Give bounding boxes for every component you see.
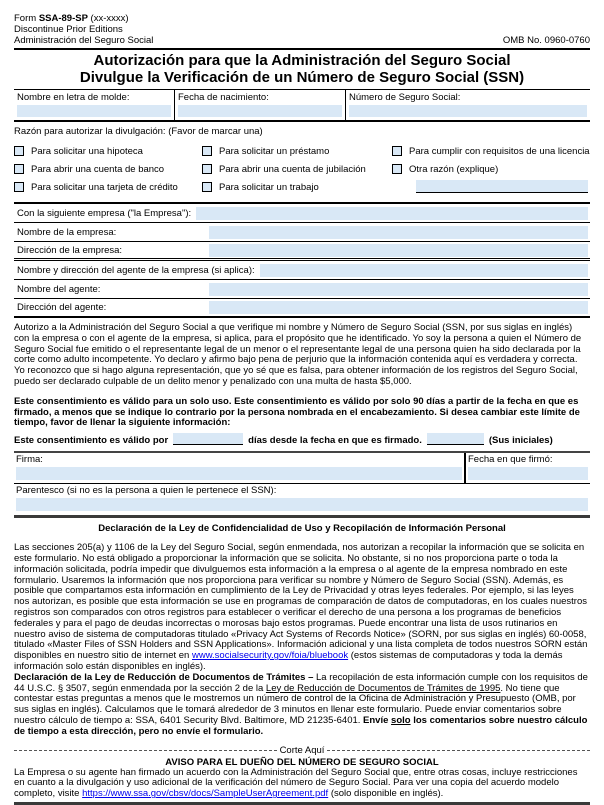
empresa-row-input[interactable] [196, 207, 588, 220]
firma-cell [14, 453, 466, 483]
cut-dash-left [14, 750, 277, 751]
notice-text-a: La Empresa o su agente han firmado un acuerdo con la Administración del Seguro Social que, entre otras cosas, incluye restricciones en cuanto a la divulgación y uso adicional de la verificación del número de Seguro Social. Para ver una copia del acuerdo modelo completo, visite [14, 766, 578, 800]
checkbox-otra-razon-label: Otra razón (explique) [409, 163, 499, 175]
checkbox-tarjeta-credito-label: Para solicitar una tarjeta de crédito [31, 181, 178, 193]
firma-label: Firma: [16, 454, 43, 466]
cut-dash-right [327, 750, 590, 751]
agente-row-label: Nombre y dirección del agente de la empresa (si aplica): [17, 264, 255, 276]
otra-razon-input[interactable] [416, 180, 588, 193]
sample-agreement-link[interactable]: https://www.ssa.gov/cbsv/docs/SampleUserAgreement.pdf [82, 788, 329, 800]
privacy-paragraph [14, 543, 590, 673]
consent-initials-input[interactable] [427, 433, 484, 445]
direccion-empresa-input[interactable] [209, 244, 588, 257]
privacy-text-after-link: (estos sistemas de computadoras y toda la demás información solo están disponibles en inglés). [14, 650, 563, 672]
reason-checkbox-grid [14, 142, 590, 196]
empresa-row-label: Con la siguiente empresa ("la Empresa"): [17, 207, 192, 219]
form-suffix: (xx-xxxx) [87, 13, 129, 24]
direccion-agente-row [14, 299, 590, 318]
direccion-empresa-row [14, 242, 590, 261]
consent-days-input[interactable] [173, 433, 243, 445]
dob-label: Fecha de nacimiento: [178, 92, 269, 103]
nombre-empresa-row [14, 223, 590, 242]
nombre-agente-label: Nombre del agente: [17, 283, 101, 295]
reason-option-licencia [392, 142, 590, 160]
paperwork-reduction-paragraph [14, 673, 590, 738]
ssn-input[interactable] [349, 105, 587, 117]
signature-table [14, 451, 590, 518]
checkbox-otra-razon[interactable] [392, 164, 402, 174]
checkbox-prestamo-label: Para solicitar un préstamo [219, 145, 330, 157]
name-input[interactable] [17, 105, 171, 117]
nombre-empresa-input[interactable] [209, 226, 588, 239]
direccion-agente-input[interactable] [209, 301, 588, 314]
reason-heading: Razón para autorizar la divulgación: (Favor de marcar una) [14, 126, 263, 137]
discontinue-line: Discontinue Prior Editions [14, 24, 123, 35]
reason-option-prestamo [202, 142, 392, 160]
ssn-cell [345, 90, 590, 120]
fecha-input[interactable] [468, 467, 588, 480]
paperwork-text-b: . No tiene que contestar estas preguntas a menos que le mostremos un número de control de la Oficina de Administración y Presupuesto (OMB, por sus siglas en inglés). Calculamos que le tomará alrededor de 3 minutos en llenar este formulario. Puede enviar comentarios sobre nuestro cálculo de tiempo a: SSA, 6401 Security Blvd. Baltimore, MD 21235-6401. [14, 682, 576, 726]
reason-column-2 [202, 142, 392, 196]
top-fields-table [14, 89, 590, 122]
checkbox-trabajo[interactable] [202, 182, 212, 192]
paperwork-text-a: La recopilación de esta información cumple con los requisitos de 44 U.S.C. § 3507, según enmendada por la sección 2 de la [14, 671, 588, 694]
form-number: SSA-89-SP [38, 13, 88, 24]
checkbox-jubilacion[interactable] [202, 164, 212, 174]
cut-here-line [14, 745, 590, 756]
parentesco-input[interactable] [16, 498, 588, 511]
reason-option-hipoteca [14, 142, 202, 160]
header-rule [14, 48, 590, 50]
paperwork-law-reference: Ley de Reducción de Documentos de Trámites de 1995 [265, 682, 501, 694]
signature-row [14, 453, 590, 484]
agency-line: Administración del Seguro Social [14, 35, 154, 46]
empresa-row [14, 204, 590, 223]
company-section [14, 202, 590, 318]
dob-input[interactable] [178, 105, 342, 117]
checkbox-cuenta-banco[interactable] [14, 164, 24, 174]
form-number-line [14, 13, 153, 24]
dob-cell [174, 90, 345, 120]
consent-line-mid: días desde la fecha en que es firmado. [248, 435, 422, 447]
agente-row-input[interactable] [260, 264, 588, 277]
form-title-line1: Autorización para que la Administración del Seguro Social [93, 52, 511, 69]
form-prefix: Form [14, 13, 39, 24]
checkbox-jubilacion-label: Para abrir una cuenta de jubilación [219, 163, 366, 175]
consent-days-line [14, 433, 590, 448]
reason-option-jubilacion [202, 160, 392, 178]
bottom-rule [14, 802, 590, 805]
paperwork-bold-envie: Envíe [363, 714, 392, 726]
checkbox-tarjeta-credito[interactable] [14, 182, 24, 192]
bluebook-link[interactable]: www.socialsecurity.gov/foia/bluebook [191, 650, 349, 662]
cut-here-label: Corte Aquí [279, 744, 325, 756]
notice-text-b: (solo disponible en inglés). [328, 788, 444, 800]
form-header-left [14, 13, 153, 46]
fecha-label: Fecha en que firmó: [468, 454, 553, 466]
reason-option-trabajo [202, 178, 392, 196]
parentesco-cell [14, 484, 590, 518]
reason-option-cuenta-banco [14, 160, 202, 178]
authorization-paragraph: Autorizo a la Administración del Seguro Social a que verifique mi nombre y Número de Seguro Social (SSN, por sus siglas en inglés) con la empresa o con el agente de la empresa, si aplica, para el propósito que he identificado. Yo soy la persona a quien el Número de Seguro Social fue emitido o el representante legal de un menor o el representante legal de una persona quien ha sido declarada por la corte como adulto incompetente. Yo declaro y afirmo bajo pena de perjurio que la información contenida aquí es verdadera y correcta. Yo reconozco que si hago alguna representación, que yo sé que es falsa, para obtener información de los registros del Seguro Social, puedo ser declarado culpable de un delito menor y penalizado con una multa de hasta $5,000. [14, 322, 582, 387]
form-title [14, 52, 590, 86]
paperwork-bold-lead: Declaración de la Ley de Reducción de Documentos de Trámites – [14, 671, 316, 683]
checkbox-prestamo[interactable] [202, 146, 212, 156]
omb-number: OMB No. 0960-0760 [502, 35, 590, 46]
paperwork-bold-rest: los comentarios sobre nuestro cálculo de tiempo a esta dirección, pero no envíe el formulario. [14, 714, 588, 737]
nombre-agente-input[interactable] [209, 283, 588, 296]
privacy-heading: Declaración de la Ley de Confidencialidad de Uso y Recopilación de Información Personal [98, 523, 506, 535]
form-header [14, 13, 590, 46]
direccion-empresa-label: Dirección de la empresa: [17, 244, 123, 256]
reason-option-otra-razon [392, 160, 590, 178]
ssn-label: Número de Seguro Social: [349, 92, 461, 103]
notice-heading: AVISO PARA EL DUEÑO DEL NÚMERO DE SEGURO SOCIAL [165, 756, 439, 768]
agente-row [14, 261, 590, 280]
consent-line-prefix: Este consentimiento es válido por [14, 435, 169, 447]
checkbox-licencia-label: Para cumplir con requisitos de una licencia [409, 145, 590, 157]
reason-column-1 [14, 142, 202, 196]
reason-option-tarjeta-credito [14, 178, 202, 196]
checkbox-trabajo-label: Para solicitar un trabajo [219, 181, 319, 193]
checkbox-licencia[interactable] [392, 146, 402, 156]
checkbox-cuenta-banco-label: Para abrir una cuenta de banco [31, 163, 165, 175]
name-label: Nombre en letra de molde: [17, 92, 130, 103]
checkbox-hipoteca[interactable] [14, 146, 24, 156]
nombre-empresa-label: Nombre de la empresa: [17, 226, 117, 238]
parentesco-label: Parentesco (si no es la persona a quien le pertenece el SSN): [16, 485, 277, 497]
name-cell [14, 90, 174, 120]
paperwork-bold-solo: solo [391, 714, 411, 726]
direccion-agente-label: Dirección del agente: [17, 302, 107, 313]
notice-paragraph [14, 768, 590, 800]
fecha-cell [466, 453, 590, 483]
checkbox-hipoteca-label: Para solicitar una hipoteca [31, 145, 143, 157]
form-title-line2: Divulgue la Verificación de un Número de Seguro Social (SSN) [79, 69, 525, 86]
nombre-agente-row [14, 280, 590, 299]
consent-line-suffix: (Sus iniciales) [488, 435, 553, 447]
firma-input[interactable] [16, 467, 462, 480]
consent-bold-paragraph: Este consentimiento es válido para un solo uso. Este consentimiento es válido por solo 90 días a partir de la fecha en que es firmado, a menos que se indique lo contrario por la persona nombrada en el encabezamiento. Si desea cambiar este límite de tiempo, favor de llenar la siguiente información: [14, 395, 580, 429]
privacy-text-before-link: Las secciones 205(a) y 1106 de la Ley del Seguro Social, según enmendada, nos autorizan a recopilar la información que se solicita en este formulario. No está obligado a proporcionar la información que se solicita. No obstante, si no nos proporciona parte o toda la información solicitada, podría impedir que divulguemos esta información a la empresa o al agente de la empresa nombrado en este formulario. Usaremos la información que nos proporciona para verificar su nombre y Número de Seguro Social (SSN). Además, es posible que compartamos esta información en cumplimiento de la Ley de Privacidad y otras leyes federales. Por ejemplo, si las leyes nos autorizan, es posible que esta información se use en programas de comparación de datos de computadoras, en los cuales nuestros registros son comparados con otros registros para establecer o verificar el derecho de una persona a los programas de beneficios federales y para el pago de deudas incorrectas o morosas bajo estos programas. Puede encontrar una lista de usos rutinarios en nuestro aviso de sistema de computadoras titulado «Privacy Act Systems of Records Notice» (SORN, por sus siglas en inglés) 60-0058, titulado «Master Files of SSN Holders and SSN Applications». Información adicional y una lista completa de todos nuestros SORN están disponibles en nuestro sitio de internet en [14, 542, 588, 662]
reason-column-3 [392, 142, 590, 196]
